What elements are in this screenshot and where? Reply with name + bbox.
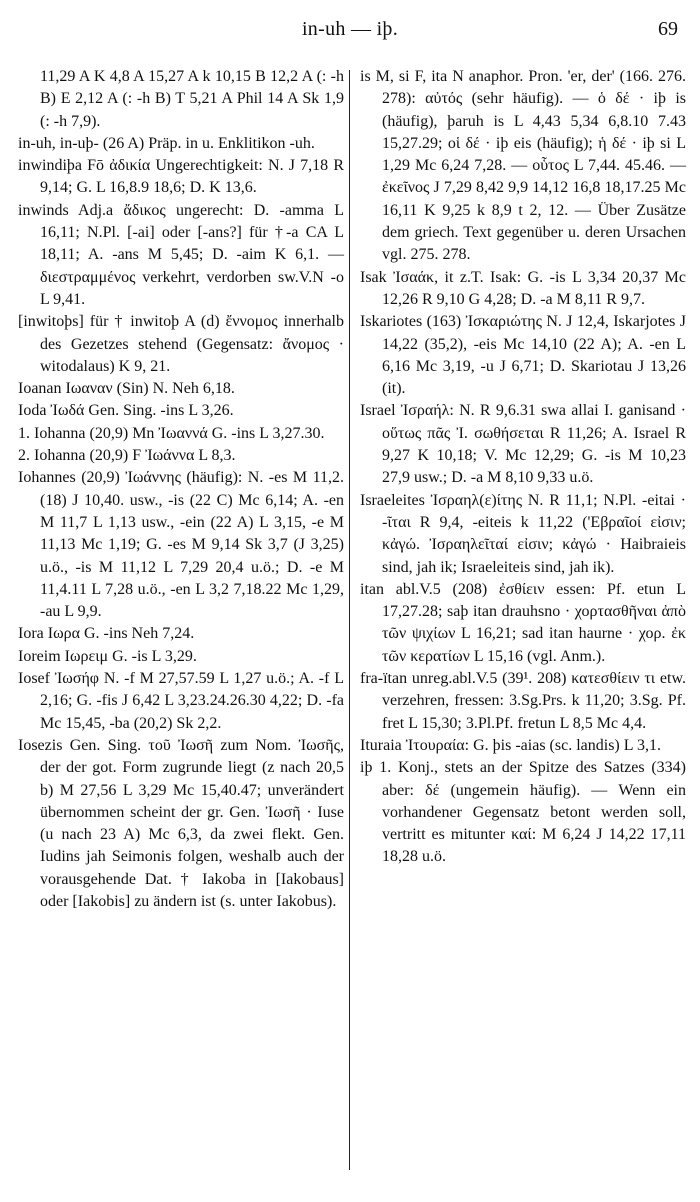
entry-ip: iþ 1. Konj., stets an der Spitze des Satzes (334) aber: δέ (ungemein häufig). — Wenn ein vorhandener Gegensatz betont werden soll, vertritt es mitunter καί: M 6,24 J 14,22 17,11 18,28 u.ö. (360, 759, 686, 866)
entry-ioanan: Ioanan Ιωαναν (Sin) N. Neh 6,18. (18, 380, 235, 398)
page-number: 69 (658, 18, 678, 40)
left-column (18, 66, 344, 913)
entry-iohanna-2: 2. Iohanna (20,9) F Ἰωάννα L 8,3. (18, 447, 236, 465)
entry-israel: Israel Ἰσραήλ: N. R 9,6.31 swa allai I. ganisand · οὕτως πᾶς Ἰ. σωθήσεται R 11,26; A. Israel R 9,27 K 10,18; V. Mc 12,29; G. -is M 10,23 27,9 usw.; D. -a M 8,10 9,33 u.ö. (360, 402, 686, 487)
entry-isak: Isak Ἰσαάκ, it z.T. Isak: G. -is L 3,34 20,37 Mc 12,26 R 9,10 G 4,28; D. -a M 8,11 R 9,7. (360, 268, 686, 308)
entry-ioda: Ioda Ἰωδά Gen. Sing. -ins L 3,26. (18, 402, 234, 420)
entry-iohannes: Iohannes (20,9) Ἰωάννης (häufig): N. -es M 11,2.(18) J 10,40. usw., -is (22 C) Mc 6,14; A. -en M 11,7 L 1,13 usw., -ein (22 A) L 3,15, -e M 11,13 Mc 1,19; G. -es M 9,14 Sk 3,7 (J 3,25) u.ö., -is M 11,12 L 7,29 20,4 u.ö.; D. -e M 11,4.11 L 7,28 u.ö., -en L 3,2 7,18.22 Mc 1,29, -au L 9,9. (18, 469, 344, 621)
entry-itan: itan abl.V.5 (208) ἐσθίειν essen: Pf. etun L 17,27.28; saþ itan drauhsno · χορτασθῆναι ἀπὸ τῶν ψιχίων L 16,21; sad itan haurne · χορ. ἐκ τῶν κερατίων L 15,16 (vgl. Anm.). (360, 580, 686, 665)
column-divider (349, 70, 350, 1170)
entry-inwinds: inwinds Adj.a ἄδικος ungerecht: D. -amma L 16,11; N.Pl. [-ai] oder [-ans?] für †-a CA L 18,11; A. -ans M 5,45; D. -aim K 6,1. — διεστραμμένος verkehrt, verdorben sw.V.N -o L 9,41. (18, 201, 344, 308)
entry-iohanna-1: 1. Iohanna (20,9) Mn Ἰωαννά G. -ins L 3,27.30. (18, 424, 325, 442)
entry-israeleites: Israeleites Ἰσραηλ(ε)ίτης N. R 11,1; N.Pl. -eitai · -ῖται R 9,4, -eiteis k 11,22 ('Εβραῖοί εἰσιν; κἀγώ. Ἰσραηλεῖταί εἰσιν; κἀγώ · Haibraieis sind, jah ik; Israeleiteis sind, jah ik). (360, 491, 686, 576)
entry-ioreim: Ioreim Ιωρειμ G. -is L 3,29. (18, 647, 197, 665)
entry-iora: Iora Ιωρα G. -ins Neh 7,24. (18, 625, 195, 643)
entry-iosezis: Iosezis Gen. Sing. τοῦ Ἰωσῆ zum Nom. Ἰωσῆς, der der got. Form zugrunde liegt (z nach 20,5 b) M 27,56 L 3,29 Mc 15,40.47; unverändert übernommen scheint der gr. Gen. Ἰωσῆ · Iuse (u nach 23 A) Mc 6,3, da zwei flekt. Gen. Iudins jah Seimonis folgen, weshalb auch der vorausgehende Dat. † Iakoba in [Iakobaus] oder [Iakobis] zu ändern ist (s. unter Iakobus). (18, 736, 344, 910)
entry-ituraia: Ituraia Ἰτουραία: G. þis -aias (sc. landis) L 3,1. (360, 736, 661, 754)
right-column (360, 66, 686, 869)
entry-is: is M, si F, ita N anaphor. Pron. 'er, der' (166. 276. 278): αὐτός (sehr häufig). — ὁ δέ · iþ is (häufig), þaruh is L 4,43 5,34 6,8.10 7.43 15,27.29; οἱ δέ · iþ eis (häufig); ἡ δέ · iþ si L 1,29 Mc 6,24 7,28. — οὗτος L 7,44. 45.46. — ἐκεῖνος J 7,29 8,42 9,9 14,12 16,8 18,17.25 Mc 16,11 K 9,25 k 8,9 t 2, 12. — Über Zusätze dem griech. Text gegenüber u. deren Ursachen vgl. 275. 278. (360, 68, 686, 264)
running-head: in-uh — iþ. (301, 18, 399, 40)
entry-fra-itan: fra-ïtan unreg.abl.V.5 (39¹. 208) κατεσθίειν τι etw. verzehren, fressen: 3.Sg.Prs. k 11,20; 3.Sg. Pf. fret L 15,30; 3.Pl.Pf. fretun L 8,5 Mc 4,4. (360, 670, 686, 732)
entry-iosef: Iosef Ἰωσήφ N. -f M 27,57.59 L 1,27 u.ö.; A. -f L 2,16; G. -fis J 6,42 L 3,23.24.26.30 4,22; D. -fa Mc 15,45, -ba (20,2) Sk 2,2. (18, 670, 344, 732)
page-header (0, 0, 700, 48)
entry-in-uh: in-uh, in-uþ- (26 A) Präp. in u. Enklitikon -uh. (18, 134, 315, 152)
entry-iskariotes: Iskariotes (163) Ἰσκαριώτης N. J 12,4, Iskarjotes J 14,22 (35,2), -eis Mc 14,10 (22 A); A. -en L 6,16 Mc 3,19, -u J 6,71; D. Skariotau J 13,26 (it). (360, 313, 686, 398)
entry-continuation: 11,29 A K 4,8 A 15,27 A k 10,15 B 12,2 A (: -h B) E 2,12 A (: -h B) T 5,21 A Phil 14 A Sk 1,9 (: -h 7,9). (40, 68, 344, 130)
entry-inwindipa: inwindiþa Fō ἀδικία Ungerechtigkeit: N. J 7,18 R 9,14; G. L 16,8.9 18,6; D. K 13,6. (18, 157, 344, 197)
entry-inwitops: [inwitoþs] für † inwitoþ A (d) ἔννομος innerhalb des Gezetzes stehend (Gegensatz: ἄνομος · witodalaus) K 9, 21. (18, 313, 344, 375)
